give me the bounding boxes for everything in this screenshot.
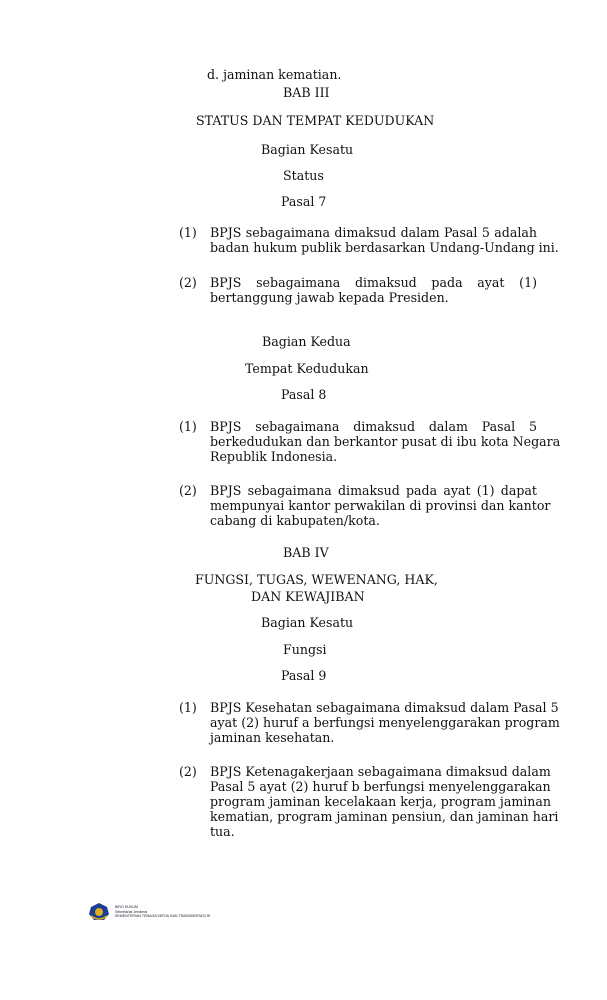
chapter-heading: BAB III bbox=[283, 85, 330, 100]
paragraph-line: badan hukum publik berdasarkan Undang-Undang ini. bbox=[210, 240, 559, 255]
section-title: Fungsi bbox=[283, 642, 327, 657]
paragraph-number: (1) bbox=[179, 419, 197, 434]
paragraph-line: Republik Indonesia. bbox=[210, 449, 338, 464]
paragraph-line: jaminan kesehatan. bbox=[210, 730, 335, 745]
paragraph-line: tua. bbox=[210, 824, 235, 839]
paragraph-text bbox=[210, 419, 561, 464]
section-title: Tempat Kedudukan bbox=[245, 361, 369, 376]
paragraph-number: (2) bbox=[179, 483, 197, 498]
paragraph-number: (2) bbox=[179, 275, 197, 290]
footer-line: BIRO HUKUM bbox=[115, 905, 138, 910]
paragraph-line: ayat (2) huruf a berfungsi menyelenggarakan program bbox=[210, 715, 560, 730]
footer-line: Sekretariat Jenderal bbox=[115, 909, 148, 914]
chapter-title: FUNGSI, TUGAS, WEWENANG, HAK, bbox=[195, 572, 438, 587]
paragraph-line: BPJS Ketenagakerjaan sebagaimana dimaksud dalam bbox=[210, 764, 551, 779]
paragraph-text bbox=[210, 700, 560, 745]
section-heading: Bagian Kedua bbox=[262, 334, 351, 349]
article-heading: Pasal 9 bbox=[281, 668, 327, 683]
paragraph-text bbox=[210, 764, 559, 839]
paragraph-line: BPJS Kesehatan sebagaimana dimaksud dalam Pasal 5 bbox=[210, 700, 559, 715]
chapter-heading: BAB IV bbox=[283, 545, 329, 560]
paragraph-number: (2) bbox=[179, 764, 197, 779]
ministry-emblem-icon bbox=[88, 902, 110, 922]
paragraph-line: Pasal 5 ayat (2) huruf b berfungsi menyelenggarakan bbox=[210, 779, 551, 794]
article-heading: Pasal 8 bbox=[281, 387, 327, 402]
footer-logo bbox=[88, 902, 210, 922]
paragraph-line: kematian, program jaminan pensiun, dan jaminan hari bbox=[210, 809, 559, 824]
article-heading: Pasal 7 bbox=[281, 194, 327, 209]
chapter-title: DAN KEWAJIBAN bbox=[251, 589, 365, 604]
paragraph-text bbox=[210, 275, 537, 305]
paragraph-number: (1) bbox=[179, 700, 197, 715]
paragraph-line: BPJS sebagaimana dimaksud dalam Pasal 5 adalah bbox=[210, 225, 537, 240]
paragraph-line: program jaminan kecelakaan kerja, program jaminan bbox=[210, 794, 552, 809]
paragraph-line: cabang di kabupaten/kota. bbox=[210, 513, 380, 528]
paragraph-line: BPJS sebagaimana dimaksud pada ayat (1) bbox=[210, 275, 537, 290]
list-item-d: d. jaminan kematian. bbox=[207, 67, 342, 82]
paragraph-line: mempunyai kantor perwakilan di provinsi dan kantor bbox=[210, 498, 551, 513]
paragraph-line: BPJS sebagaimana dimaksud dalam Pasal 5 bbox=[210, 419, 537, 434]
paragraph-text bbox=[210, 483, 551, 528]
paragraph-line: BPJS sebagaimana dimaksud pada ayat (1) dapat bbox=[210, 483, 537, 498]
paragraph-line: bertanggung jawab kepada Presiden. bbox=[210, 290, 449, 305]
section-title: Status bbox=[283, 168, 324, 183]
paragraph-number: (1) bbox=[179, 225, 197, 240]
paragraph-text bbox=[210, 225, 559, 255]
chapter-title: STATUS DAN TEMPAT KEDUDUKAN bbox=[196, 113, 435, 128]
section-heading: Bagian Kesatu bbox=[261, 615, 354, 630]
section-heading: Bagian Kesatu bbox=[261, 142, 354, 157]
footer-line: KEMENTERIAN TENAGA KERJA DAN TRANSMIGRASI RI bbox=[115, 914, 211, 919]
paragraph-line: berkedudukan dan berkantor pusat di ibu kota Negara bbox=[210, 434, 561, 449]
